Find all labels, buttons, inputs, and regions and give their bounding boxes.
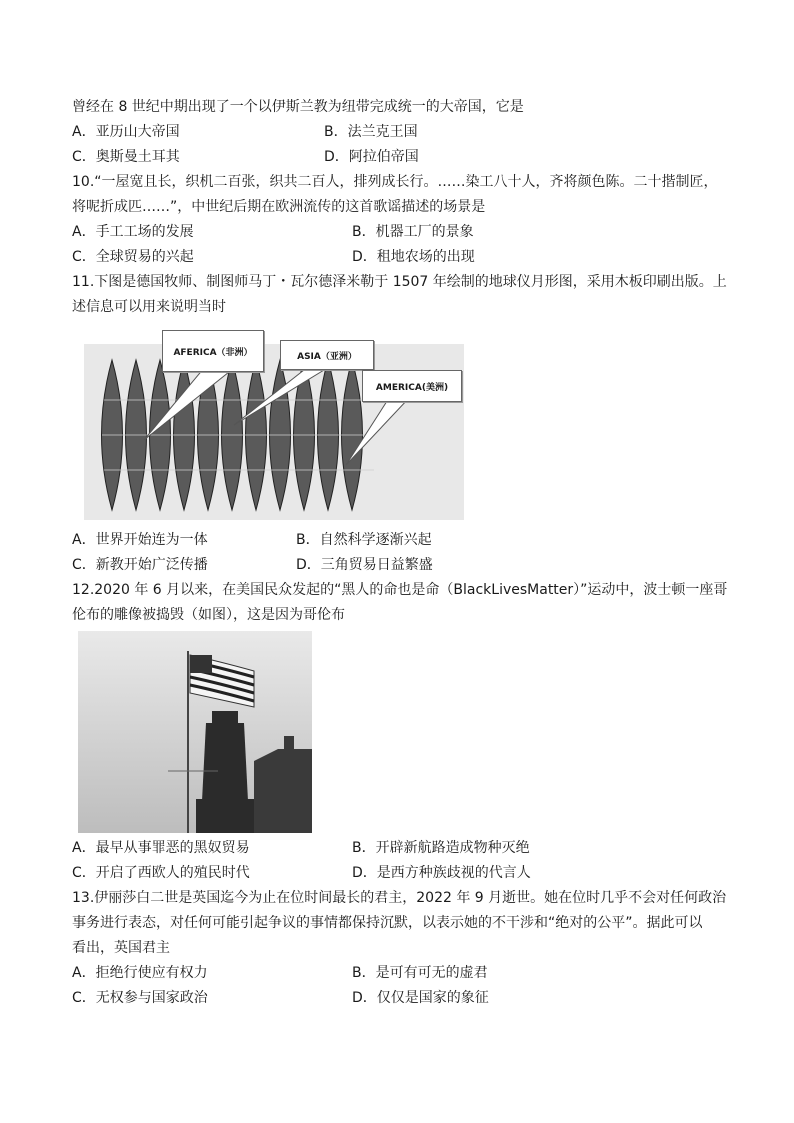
q10-option-b: B．机器工厂的景象 <box>352 224 474 240</box>
globe-gores-map <box>84 330 464 520</box>
q9-stem: 曾经在 8 世纪中期出现了一个以伊斯兰教为纽带完成统一的大帝国，它是 <box>72 99 524 115</box>
q12-stem-line1: 12.2020 年 6 月以来，在美国民众发起的“黑人的命也是命（BlackLivesMatter）”运动中，波士顿一座哥 <box>72 582 728 598</box>
map-label-america: AMERICA(美洲) <box>362 370 462 402</box>
q10-stem-line1: 10.“一屋宽且长，织机二百张，织共二百人，排列成长行。……染工八十人，齐将颜色陈。二十揩制匠， <box>72 174 718 190</box>
statue-photo <box>78 631 312 833</box>
q11-option-c: C．新教开始广泛传播 <box>72 557 208 573</box>
q10-option-d: D．租地农场的出现 <box>352 249 475 265</box>
q13-option-d: D．仅仅是国家的象征 <box>352 990 489 1006</box>
q11-option-d: D．三角贸易日益繁盛 <box>296 557 433 573</box>
q12-option-d: D．是西方种族歧视的代言人 <box>352 865 531 881</box>
q9-option-c: C．奥斯曼土耳其 <box>72 149 180 165</box>
q12-option-a: A．最早从事罪恶的黑奴贸易 <box>72 840 250 856</box>
q11-option-a: A．世界开始连为一体 <box>72 532 208 548</box>
q10-stem-line2: 将呢折成匹……”，中世纪后期在欧洲流传的这首歌谣描述的场景是 <box>72 199 486 215</box>
q11-stem-line1: 11.下图是德国牧师、制图师马丁・瓦尔德泽米勒于 1507 年绘制的地球仪月形图，采用木板印刷出版。上 <box>72 274 727 290</box>
q13-option-a: A．拒绝行使应有权力 <box>72 965 208 981</box>
q9-option-b: B．法兰克王国 <box>324 124 418 140</box>
q10-option-a: A．手工工场的发展 <box>72 224 194 240</box>
q13-stem-line3: 看出，英国君主 <box>72 940 170 956</box>
map-label-asia: ASIA（亚洲） <box>280 340 374 370</box>
q12-option-b: B．开辟新航路造成物种灭绝 <box>352 840 530 856</box>
q9-option-a: A．亚历山大帝国 <box>72 124 180 140</box>
q13-stem-line2: 事务进行表态，对任何可能引起争议的事情都保持沉默，以表示她的不干涉和“绝对的公平”。据此可以 <box>72 915 703 931</box>
q13-option-c: C．无权参与国家政治 <box>72 990 208 1006</box>
q12-stem-line2: 伦布的雕像被捣毁（如图），这是因为哥伦布 <box>72 607 345 623</box>
globe-gores-svg <box>84 330 464 520</box>
q13-option-b: B．是可有可无的虚君 <box>352 965 488 981</box>
map-label-africa: AFERICA（非洲） <box>162 330 264 372</box>
q10-option-c: C．全球贸易的兴起 <box>72 249 194 265</box>
q13-stem-line1: 13.伊丽莎白二世是英国迄今为止在位时间最长的君主，2022 年 9 月逝世。她在位时几乎不会对任何政治 <box>72 890 727 906</box>
q11-stem-line2: 述信息可以用来说明当时 <box>72 299 226 315</box>
q9-option-d: D．阿拉伯帝国 <box>324 149 419 165</box>
q12-option-c: C．开启了西欧人的殖民时代 <box>72 865 250 881</box>
statue-photo-svg <box>78 631 312 833</box>
q11-option-b: B．自然科学逐渐兴起 <box>296 532 432 548</box>
